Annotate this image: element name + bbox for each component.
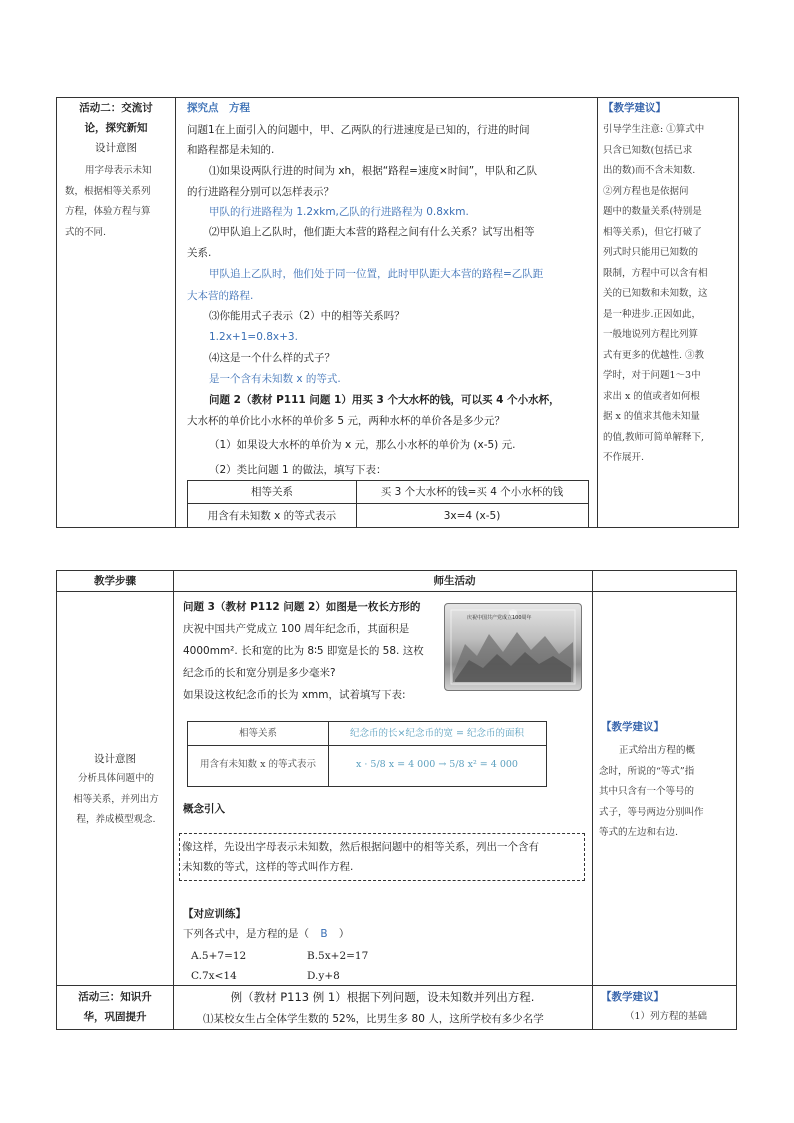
suggestion-line: 其中只含有一个等号的: [599, 786, 695, 797]
explore-heading: 探究点 方程: [187, 102, 250, 114]
activity-title-line2: 论，探究新知: [84, 122, 148, 134]
suggestion-line: 等式的左边和右边.: [599, 827, 679, 838]
suggestion-line: 念时，所说的“等式”指: [599, 765, 695, 777]
suggestion-line: 关的已知数和未知数，这: [603, 288, 708, 299]
q1-sub2-line2: 关系.: [187, 247, 212, 259]
example-sub1: ⑴某校女生占全体学生数的 52%，比男生多 80 人，这所学校有多少名学: [203, 1013, 544, 1025]
table-activity-steps: [56, 570, 737, 1030]
design-intent-text: [65, 161, 171, 243]
design-intent-line: 相等关系，并列出方: [73, 793, 159, 805]
q1-answer3: 1.2x+1=0.8x+3.: [209, 331, 298, 343]
suggestion-line: 的值,教师可简单解释下,: [603, 431, 705, 443]
concept-intro-heading: 概念引入: [183, 803, 225, 815]
suggestion-line: 题中的数量关系(特别是: [603, 206, 702, 217]
suggestion-line: 相等关系)，但它打破了: [603, 226, 702, 238]
q3-line3: 4000mm². 长和宽的比为 8∶5 即宽是长的 58. 这枚: [183, 645, 424, 657]
example-heading: 例（教材 P113 例 1）根据下列问题，设未知数并列出方程.: [230, 990, 535, 1004]
design-intent-line: 用字母表示未知: [85, 165, 152, 176]
option-c: C.7x<14: [191, 970, 237, 982]
design-intent-line: 数，根据相等关系列: [65, 185, 151, 197]
commemorative-coin-image: [444, 603, 582, 691]
suggestion-line: 正式给出方程的概: [619, 745, 696, 756]
suggestion-line: 学时，对于问题1～3中: [603, 370, 701, 381]
design-intent-line: 分析具体问题中的: [77, 773, 154, 784]
q1-line2: 和路程都是未知的.: [187, 144, 275, 156]
teaching-suggestion-title: 【教学建议】: [601, 721, 664, 733]
suggestion-line: 是一种进步.正因如此，: [603, 308, 702, 320]
q1-answer2-line1: 甲队追上乙队时，他们处于同一位置，此时甲队距大本营的路程=乙队距: [209, 268, 544, 280]
practice-title: 【对应训练】: [183, 908, 246, 920]
q2-table-cell: 用含有未知数 x 的等式表示: [207, 510, 337, 522]
suggestion-line: 引导学生注意: ①算式中: [603, 124, 705, 135]
teaching-suggestion-title: 【教学建议】: [603, 102, 666, 114]
design-intent-label: 设计意图: [95, 142, 137, 154]
q3-line4: 纪念币的长和宽分别是多少毫米?: [183, 667, 336, 679]
q3-fill-table: [187, 721, 547, 787]
q1-sub3: ⑶你能用式子表示（2）中的相等关系吗？: [209, 310, 405, 322]
practice-question-text: 下列各式中，是方程的是（: [183, 928, 309, 940]
q3-table-cell: 用含有未知数 x 的等式表示: [200, 759, 316, 770]
option-d: D.y+8: [307, 970, 340, 982]
suggestion-line: 式子，等号两边分别叫作: [599, 806, 704, 818]
q2-line1: 问题 2（教材 P111 问题 1）用买 3 个大水杯的钱，可以买 4 个小水杯，: [209, 394, 560, 406]
q2-sub2: （2）类比问题 1 的做法，填写下表：: [209, 464, 387, 476]
q1-answer1: 甲队的行进路程为 1.2xkm,乙队的行进路程为 0.8xkm.: [209, 206, 469, 218]
suggestion-line: 不作展开.: [603, 452, 645, 463]
suggestion-line: 据 x 的值求其他未知量: [603, 411, 700, 422]
teaching-suggestion-title: 【教学建议】: [601, 991, 664, 1003]
q3-line1: 问题 3（教材 P112 问题 2）如图是一枚长方形的: [183, 601, 421, 613]
option-a: A.5+7=12: [191, 950, 247, 962]
suggestion-line: 限制，方程中可以含有相: [603, 267, 708, 279]
q2-sub1: （1）如果设大水杯的单价为 x 元，那么小水杯的单价为 (x-5) 元.: [209, 439, 516, 451]
suggestion-line: 出的数)而不含未知数.: [603, 165, 696, 176]
q3-table-cell: x · 5/8 x = 4 000 → 5/8 x² = 4 000: [356, 759, 518, 770]
q3-line5: 如果设这枚纪念币的长为 xmm，试着填写下表:: [183, 689, 406, 701]
suggestion-line: 求出 x 的值或者如何根: [603, 390, 700, 402]
q1-sub2-line1: ⑵甲队追上乙队时，他们距大本营的路程之间有什么关系？试写出相等: [209, 226, 535, 238]
activity-three-title-line1: 活动三：知识升: [78, 991, 152, 1003]
q2-table-cell: 3x=4 (x-5): [443, 510, 501, 522]
design-intent-line: 方程，体验方程与算: [65, 206, 151, 217]
q2-table-cell: 买 3 个大水杯的钱=买 4 个小水杯的钱: [380, 486, 564, 498]
concept-definition-line1: 像这样，先设出字母表示未知数，然后根据问题中的相等关系，列出一个含有: [182, 841, 539, 853]
q2-line2: 大水杯的单价比小水杯的单价多 5 元，两种水杯的单价各是多少元？: [187, 415, 505, 427]
concept-definition-box: [179, 833, 585, 881]
design-intent-label: 设计意图: [94, 753, 136, 765]
practice-question-close: ）: [338, 928, 350, 940]
q3-table-cell: 相等关系: [238, 728, 277, 739]
header-teacher-student: 师生活动: [433, 575, 476, 587]
suggestion-line: ②列方程也是依据问: [603, 185, 689, 197]
q1-answer4: 是一个含有未知数 x 的等式.: [209, 373, 341, 385]
q1-line1: 问题1在上面引入的问题中，甲、乙两队的行进速度是已知的，行进的时间: [187, 124, 530, 136]
suggestion-line: 列式时只能用已知数的: [603, 247, 699, 258]
concept-definition-line2: 未知数的等式，这样的等式叫作方程.: [182, 861, 354, 873]
teaching-suggestion-text: [599, 741, 733, 844]
design-intent-line: 程，养成模型观念.: [76, 814, 156, 825]
practice-question: [183, 926, 349, 942]
activity-three-title-line2: 华，巩固提升: [83, 1011, 147, 1023]
q1-answer2-line2: 大本营的路程.: [187, 290, 254, 302]
teaching-suggestion-text: [603, 120, 735, 469]
suggestion-line: 只含已知数(包括已求: [603, 144, 693, 156]
option-b: B.5x+2=17: [307, 950, 369, 962]
practice-answer: B: [320, 928, 328, 940]
q2-table-cell: 相等关系: [251, 486, 293, 498]
header-teaching-steps: 教学步骤: [94, 575, 136, 587]
q3-line2: 庆祝中国共产党成立 100 周年纪念币，其面积是: [183, 623, 410, 635]
q2-fill-table: [187, 480, 589, 527]
q3-table-cell: 纪念币的长×纪念币的宽 = 纪念币的面积: [350, 728, 524, 739]
q1-sub1-line2: 的行进路程分别可以怎样表示？: [187, 186, 334, 198]
suggestion-line: 一般地说列方程比列算: [603, 329, 699, 340]
design-intent-line: 式的不同.: [65, 226, 107, 238]
activity-title-line1: 活动二：交流讨: [79, 102, 153, 114]
design-intent-text: [61, 769, 171, 831]
suggestion-line: （1）列方程的基础: [625, 1011, 708, 1022]
q1-sub1-line1: ⑴如果设两队行进的时间为 xh，根据“路程=速度×时间”，甲队和乙队: [209, 165, 538, 177]
table-activity-two: [56, 97, 739, 528]
q1-sub4: ⑷这是一个什么样的式子？: [209, 352, 335, 364]
suggestion-line: 式有更多的优越性. ③教: [603, 349, 705, 361]
coin-inscription: 庆祝中国共产党成立100周年: [467, 615, 532, 621]
